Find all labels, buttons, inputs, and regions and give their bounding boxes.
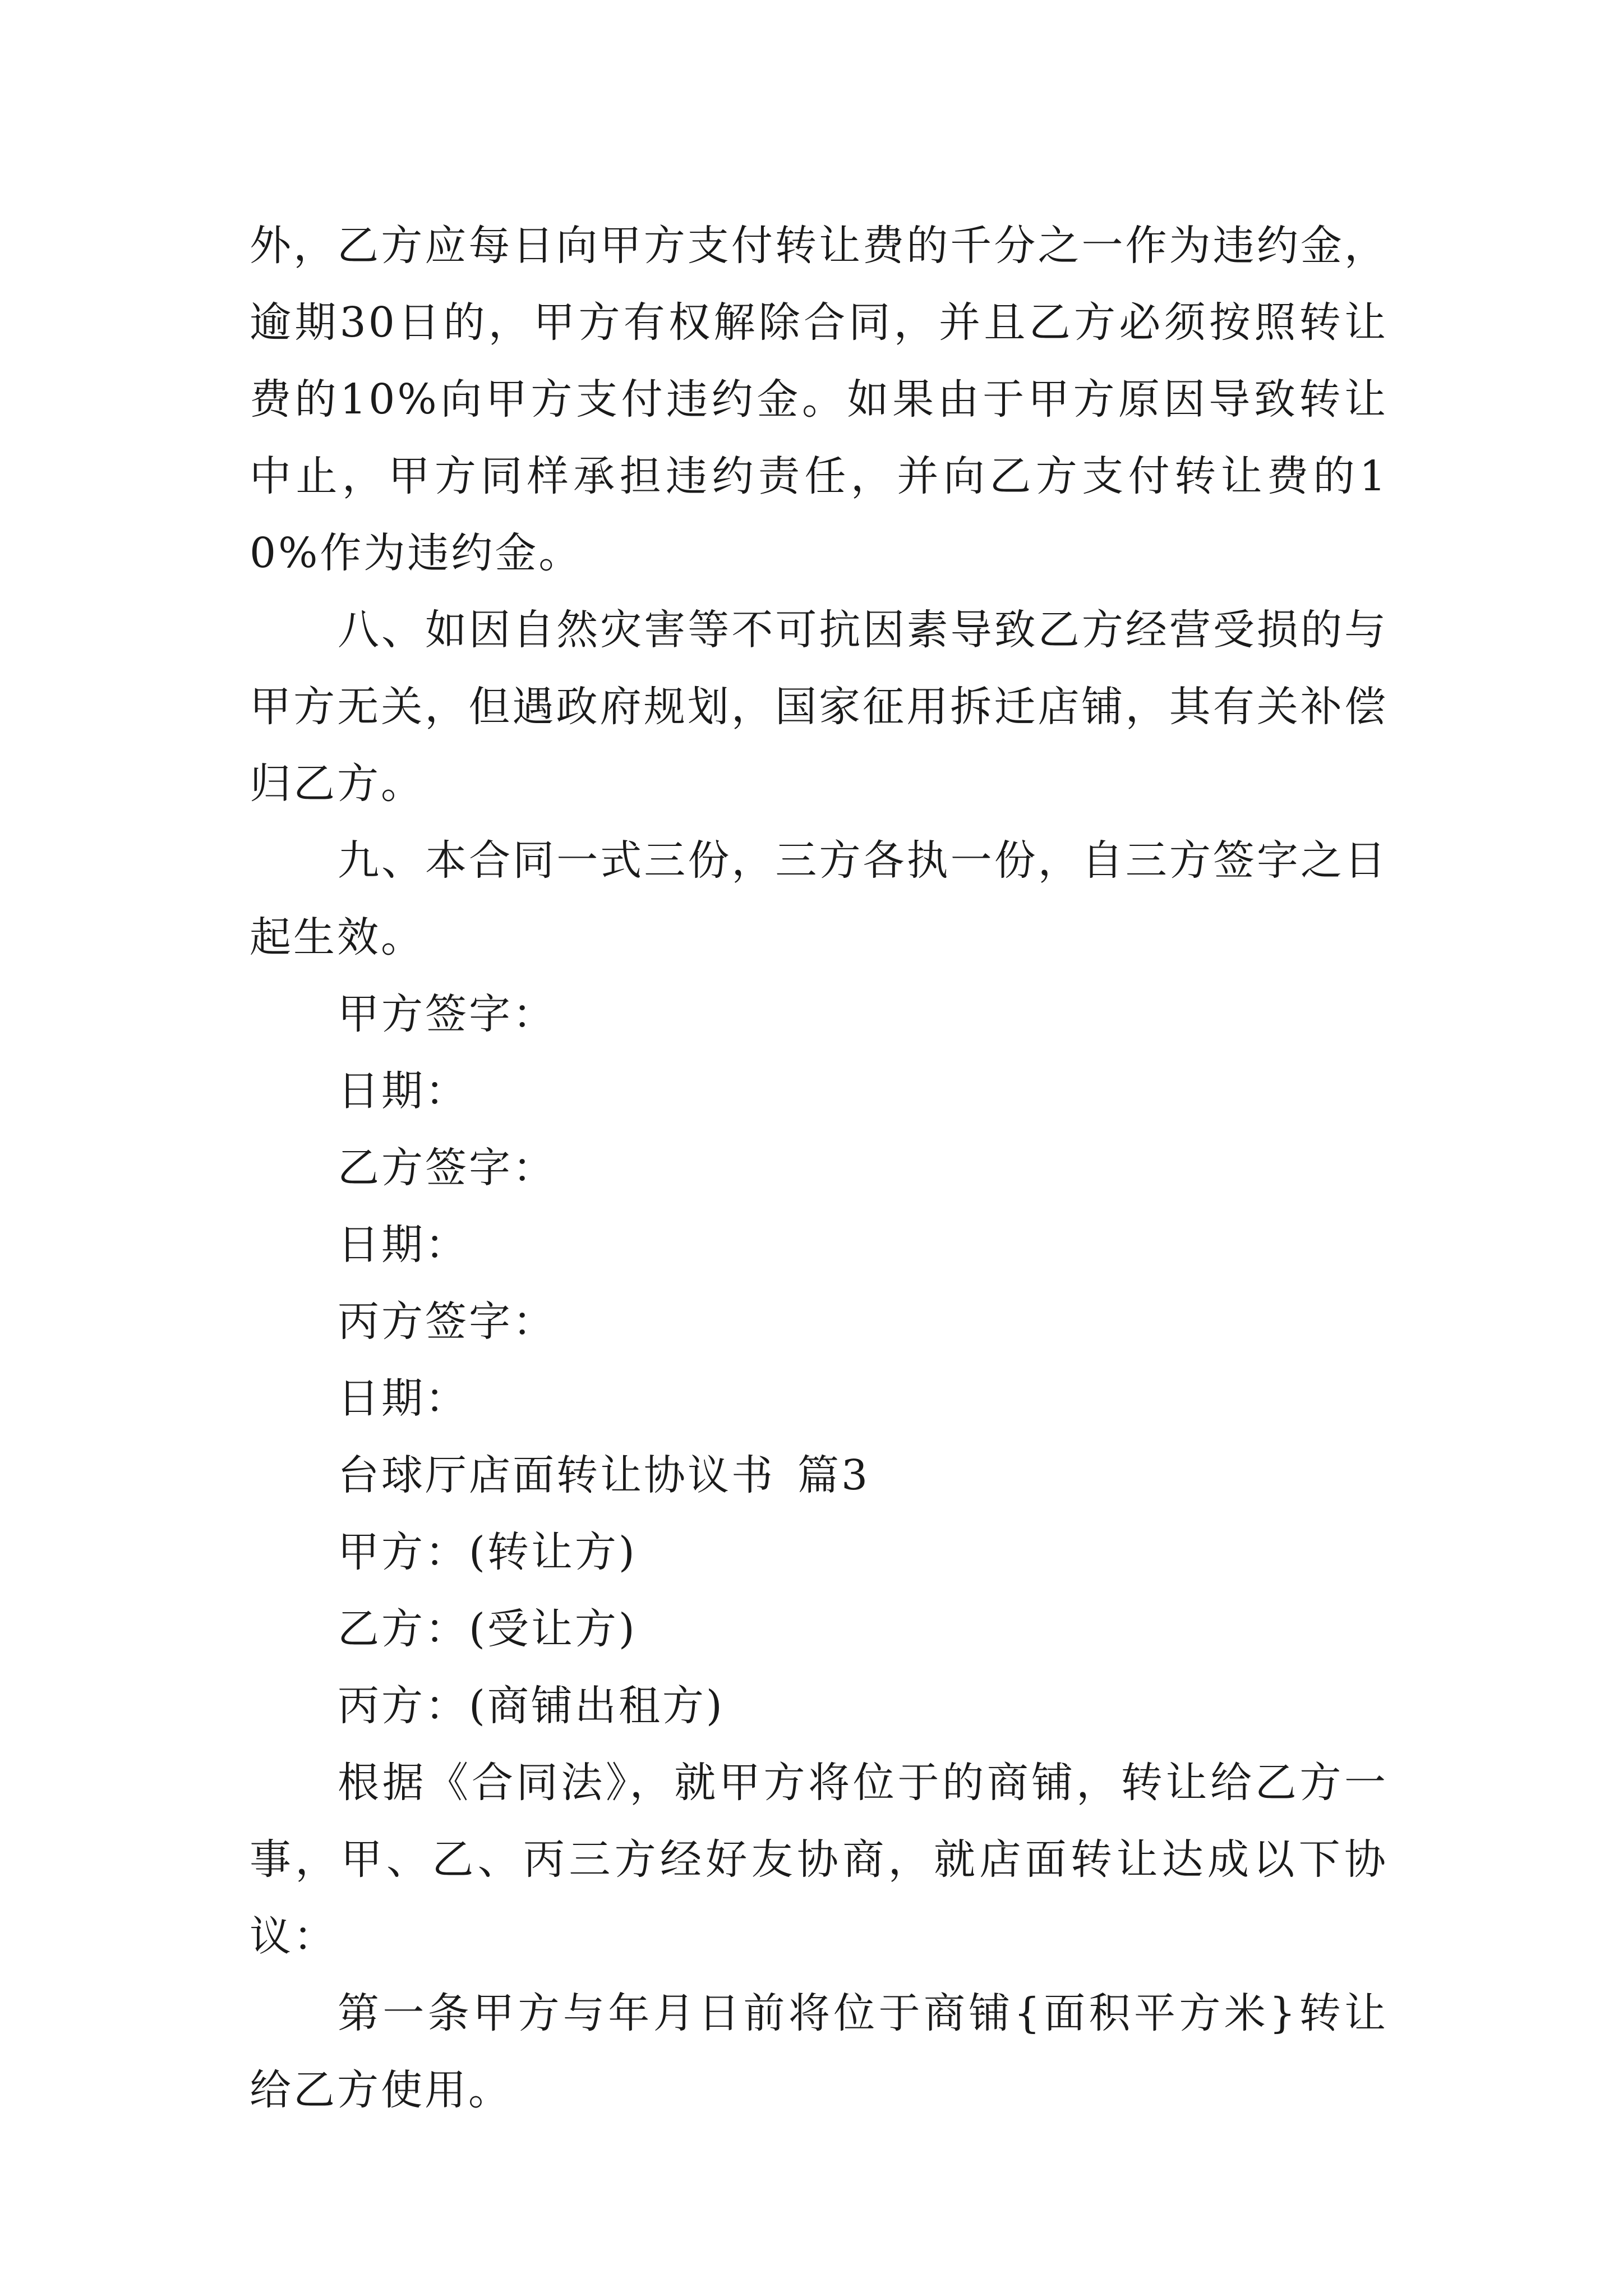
section-title: 台球厅店面转让协议书 [338,1451,775,1499]
party-a-line: 甲方：(转让方) [338,1528,637,1576]
signature-date-b: 日期： [338,1221,469,1269]
signature-party-c: 丙方签字： [338,1297,556,1346]
signature-date-a: 日期： [338,1067,469,1115]
paragraph-breach-penalty: 外，乙方应每日向甲方支付转让费的千分之一作为违约金，逾期30日的，甲方有权解除合同，并且乙方必须按照转让费的10%向甲方支付违约金。如果由于甲方原因导致转让中止，甲方同样承担违约责任，并向乙方支付转让费的10%作为违约金。 [250,222,1388,577]
paragraph-article-1: 第一条甲方与年月日前将位于商铺{面积平方米}转让给乙方使用。 [250,1989,1388,2114]
section-heading [250,1437,1388,1514]
signature-party-a: 甲方签字： [338,990,556,1038]
paragraph-clause-8: 八、如因自然灾害等不可抗因素导致乙方经营受损的与甲方无关，但遇政府规划，国家征用拆迁店铺，其有关补偿归乙方。 [250,606,1388,808]
signature-date-c: 日期： [338,1374,469,1423]
signature-party-b: 乙方签字： [338,1144,556,1192]
party-b-line: 乙方：(受让方) [338,1605,637,1653]
section-number: 篇3 [797,1451,870,1499]
document-body [250,208,1388,2129]
paragraph-preamble: 根据《合同法》，就甲方将位于的商铺，转让给乙方一事，甲、乙、丙三方经好友协商，就店面转让达成以下协议： [250,1759,1388,1961]
paragraph-clause-9: 九、本合同一式三份，三方各执一份，自三方签字之日起生效。 [250,836,1388,961]
party-c-line: 丙方：(商铺出租方) [338,1682,725,1730]
